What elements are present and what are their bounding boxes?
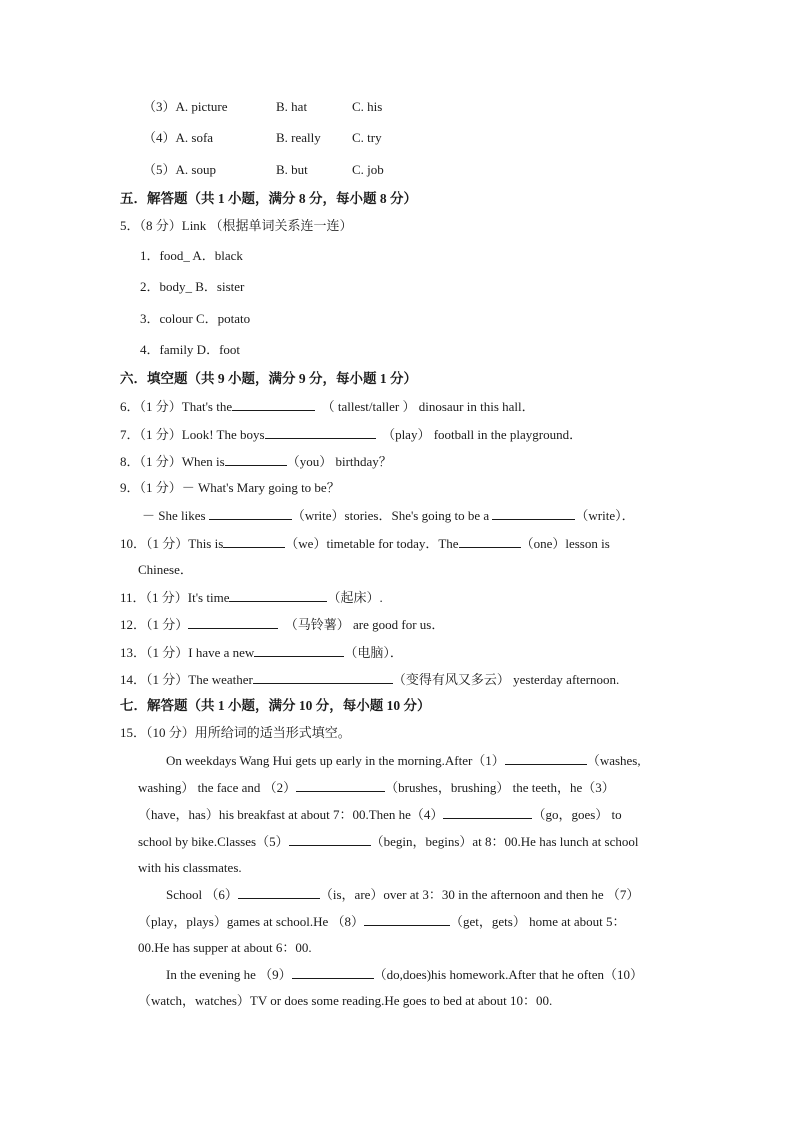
question-13: 13．（1 分）I have a new （电脑）． [120, 645, 403, 660]
section-7-heading: 七．解答题（共 1 小题，满分 10 分，每小题 10 分） [120, 698, 431, 713]
passage-line-2: washing） the face and （2） （brushes，brushing） the teeth，he（3） [138, 780, 615, 795]
answer-blank-10a[interactable] [223, 535, 285, 548]
question-10: 10．（1 分）This is （we）timetable for today．The （one）lesson is [120, 536, 610, 551]
passage-blank-6[interactable] [238, 886, 320, 899]
answer-blank-6[interactable] [232, 398, 315, 411]
passage-line-3: （have，has）his breakfast at about 7：00.Then he（4） （go，goes） to [138, 807, 622, 822]
passage-blank-2[interactable] [296, 779, 385, 792]
option-row-3: （3）A. picture B. hat C. his [143, 99, 383, 114]
link-pair-3: 3．colour C．potato [140, 311, 251, 326]
question-15-header: 15．（10 分）用所给词的适当形式填空。 [120, 725, 351, 740]
section-5-heading: 五．解答题（共 1 小题，满分 8 分，每小题 8 分） [120, 191, 417, 206]
question-9: 9．（1 分）－ What's Mary going to be？ [120, 480, 340, 495]
passage-line-8: 00.He has supper at about 6：00. [138, 940, 312, 955]
passage-line-4: school by bike.Classes（5） （begin，begins）at 8：00.He has lunch at school [138, 834, 639, 849]
passage-line-7: （play，plays）games at school.He （8） （get，gets） home at about 5： [138, 914, 626, 929]
passage-blank-9[interactable] [292, 966, 374, 979]
answer-blank-13[interactable] [254, 644, 344, 657]
question-14: 14．（1 分）The weather （变得有风又多云） yesterday afternoon. [120, 672, 620, 687]
question-6: 6．（1 分）That's the （ tallest/taller ） dinosaur in this hall． [120, 399, 535, 414]
option-row-4: （4）A. sofa B. really C. try [143, 130, 382, 145]
answer-blank-9b[interactable] [492, 507, 575, 520]
passage-blank-8[interactable] [364, 913, 450, 926]
question-11: 11．（1 分）It's time （起床）. [120, 590, 383, 605]
question-8: 8．（1 分）When is （you） birthday？ [120, 454, 392, 469]
passage-blank-5[interactable] [289, 833, 371, 846]
passage-line-1: On weekdays Wang Hui gets up early in the morning.After（1） （washes, [166, 753, 641, 768]
answer-blank-10b[interactable] [459, 535, 521, 548]
link-pair-1: 1．food_ A．black [140, 248, 243, 263]
passage-blank-4[interactable] [443, 806, 532, 819]
passage-line-6: School （6） （is，are）over at 3：30 in the afternoon and then he （7） [166, 887, 640, 902]
answer-blank-8[interactable] [225, 453, 287, 466]
passage-blank-1[interactable] [505, 752, 587, 765]
link-pair-4: 4．family D．foot [140, 342, 241, 357]
section-6-heading: 六．填空题（共 9 小题，满分 9 分，每小题 1 分） [120, 371, 417, 386]
answer-blank-14[interactable] [253, 671, 393, 684]
question-12: 12．（1 分） （马铃薯） are good for us． [120, 617, 445, 632]
question-10-line-2: Chinese． [138, 562, 193, 577]
question-5-header: 5．（8 分）Link （根据单词关系连一连） [120, 218, 353, 233]
answer-blank-12[interactable] [188, 616, 278, 629]
passage-line-10: （watch，watches）TV or does some reading.He goes to bed at about 10：00. [138, 993, 553, 1008]
answer-blank-7[interactable] [265, 426, 376, 439]
passage-line-9: In the evening he （9） （do,does)his homework.After that he often（10） [166, 967, 643, 982]
answer-blank-9a[interactable] [209, 507, 292, 520]
question-7: 7．（1 分）Look! The boys （play） football in the playground． [120, 427, 583, 442]
answer-blank-11[interactable] [229, 589, 327, 602]
option-row-5: （5）A. soup B. but C. job [143, 162, 384, 177]
passage-line-5: with his classmates. [138, 860, 242, 875]
link-pair-2: 2．body_ B．sister [140, 279, 245, 294]
question-9-line-2: － She likes （write）stories．She's going to be a （write）． [142, 508, 635, 523]
